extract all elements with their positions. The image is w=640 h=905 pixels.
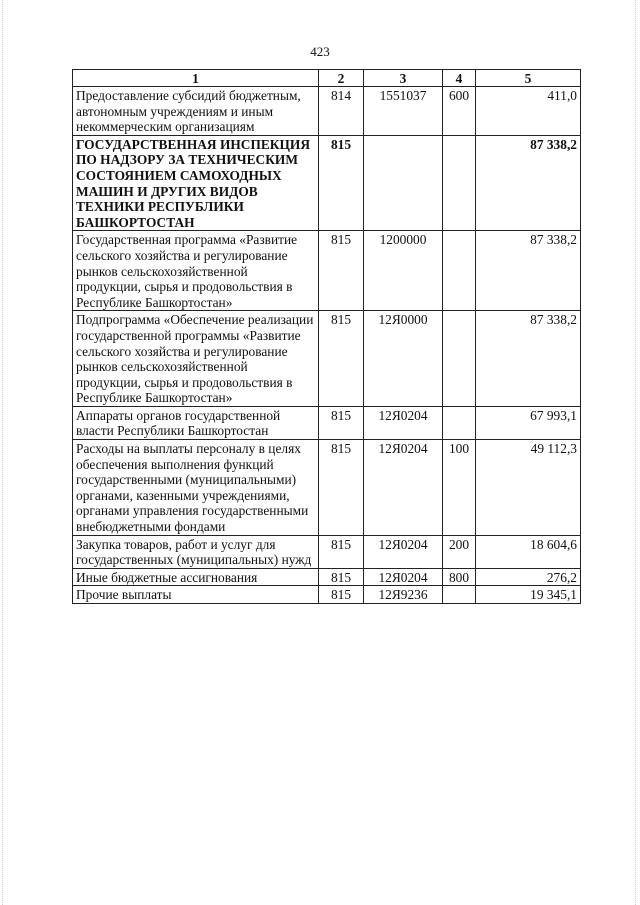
row-sum: 87 338,2	[476, 135, 581, 231]
row-csr: 12Я0000	[364, 311, 443, 407]
row-vr: 200	[443, 535, 476, 568]
scan-edge-right	[635, 0, 637, 905]
row-csr: 12Я0204	[364, 406, 443, 439]
row-csr: 12Я0204	[364, 568, 443, 586]
row-name: ГОСУДАРСТВЕННАЯ ИНСПЕКЦИЯ ПО НАДЗОРУ ЗА ТЕХНИЧЕСКИМ СОСТОЯНИЕМ САМОХОДНЫХ МАШИН И ДРУГИХ ВИДОВ ТЕХНИКИ РЕСПУБЛИКИ БАШКОРТОСТАН	[73, 135, 319, 231]
row-csr: 1200000	[364, 231, 443, 311]
row-sum: 411,0	[476, 87, 581, 136]
row-name: Аппараты органов государственной власти Республики Башкортостан	[73, 406, 319, 439]
table-row	[73, 311, 581, 407]
row-name: Предоставление субсидий бюджетным, автономным учреждениям и иным некоммерческим организациям	[73, 87, 319, 136]
row-sum: 67 993,1	[476, 406, 581, 439]
row-sum: 87 338,2	[476, 231, 581, 311]
row-name: Государственная программа «Развитие сельского хозяйства и регулирование рынков сельскохозяйственной продукции, сырья и продовольствия в Республике Башкортостан»	[73, 231, 319, 311]
table-row	[73, 535, 581, 568]
row-sum: 276,2	[476, 568, 581, 586]
row-ved: 815	[319, 135, 364, 231]
header-col-csr: 3	[364, 70, 443, 87]
row-sum: 49 112,3	[476, 440, 581, 536]
row-csr: 12Я0204	[364, 440, 443, 536]
row-vr	[443, 231, 476, 311]
row-vr	[443, 311, 476, 407]
row-csr	[364, 135, 443, 231]
table-row	[73, 87, 581, 136]
row-name: Подпрограмма «Обеспечение реализации государственной программы «Развитие сельского хозяйства и регулирование рынков сельскохозяйственной продукции, сырья и продовольствия в Республике Башкортостан»	[73, 311, 319, 407]
row-name: Прочие выплаты	[73, 586, 319, 604]
header-row	[73, 70, 581, 87]
row-ved: 815	[319, 586, 364, 604]
page-number: 423	[310, 44, 330, 59]
row-csr: 1551037	[364, 87, 443, 136]
table-row	[73, 406, 581, 439]
row-ved: 815	[319, 568, 364, 586]
row-vr: 800	[443, 568, 476, 586]
row-ved: 815	[319, 406, 364, 439]
row-name: Расходы на выплаты персоналу в целях обеспечения выполнения функций государственными (муниципальными) органами, казенными учреждениями, органами управления государственными внебюджетными фондами	[73, 440, 319, 536]
row-ved: 814	[319, 87, 364, 136]
table-row	[73, 586, 581, 604]
budget-table	[72, 69, 581, 604]
row-ved: 815	[319, 440, 364, 536]
row-sum: 87 338,2	[476, 311, 581, 407]
table-row	[73, 568, 581, 586]
row-name: Иные бюджетные ассигнования	[73, 568, 319, 586]
row-vr	[443, 586, 476, 604]
scan-edge-left	[2, 0, 4, 905]
row-vr: 100	[443, 440, 476, 536]
row-vr	[443, 406, 476, 439]
row-sum: 19 345,1	[476, 586, 581, 604]
table-row	[73, 231, 581, 311]
header-col-sum: 5	[476, 70, 581, 87]
header-col-vr: 4	[443, 70, 476, 87]
header-col-name: 1	[73, 70, 319, 87]
table-row	[73, 440, 581, 536]
row-name: Закупка товаров, работ и услуг для государственных (муниципальных) нужд	[73, 535, 319, 568]
row-vr: 600	[443, 87, 476, 136]
header-col-ved: 2	[319, 70, 364, 87]
row-ved: 815	[319, 311, 364, 407]
row-sum: 18 604,6	[476, 535, 581, 568]
table-row	[73, 135, 581, 231]
row-csr: 12Я0204	[364, 535, 443, 568]
row-csr: 12Я9236	[364, 586, 443, 604]
row-ved: 815	[319, 231, 364, 311]
row-vr	[443, 135, 476, 231]
row-ved: 815	[319, 535, 364, 568]
